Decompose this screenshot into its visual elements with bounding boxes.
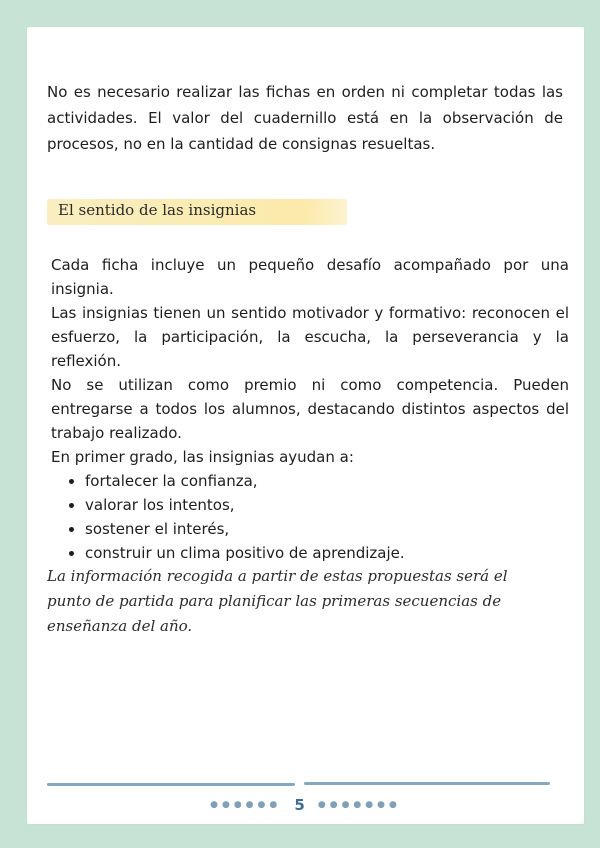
footer-rule-left	[47, 783, 295, 786]
intro-paragraph: No es necesario realizar las fichas en orden ni completar todas las actividades. El valor del cuadernillo está en la observación de procesos, no en la cantidad de consignas resueltas.	[47, 83, 563, 153]
page-number: 5	[294, 795, 305, 814]
page-footer	[27, 794, 584, 814]
footer-dots-right: ●●●●●●●	[317, 799, 401, 810]
body-paragraph-2: Las insignias tienen un sentido motivador y formativo: reconocen el esfuerzo, la participación, la escucha, la perseverancia y la reflexión.	[51, 304, 569, 370]
page	[27, 27, 584, 824]
body-paragraph-3: No se utilizan como premio ni como competencia. Pueden entregarse a todos los alumnos, destacando distintos aspectos del trabajo realizado.	[51, 376, 569, 442]
section-heading-highlight	[47, 199, 347, 225]
list-item: • fortalecer la confianza,	[85, 469, 569, 493]
body-paragraph-4: En primer grado, las insignias ayudan a:	[51, 448, 354, 466]
list-item: • valorar los intentos,	[85, 493, 569, 517]
body-text	[51, 253, 569, 565]
section-title: El sentido de las insignias	[58, 201, 257, 219]
body-paragraph-1: Cada ficha incluye un pequeño desafío acompañado por una insignia.	[51, 256, 569, 298]
closing-note: La información recogida a partir de estas propuestas será el punto de partida para planificar las primeras secuencias de enseñanza del año.	[47, 567, 508, 635]
list-item: • sostener el interés,	[85, 517, 569, 541]
footer-dots-left: ●●●●●●	[210, 799, 282, 810]
footer-rule-right	[304, 782, 550, 785]
list-item: • construir un clima positivo de aprendizaje.	[85, 541, 569, 565]
bullet-list	[51, 469, 569, 565]
